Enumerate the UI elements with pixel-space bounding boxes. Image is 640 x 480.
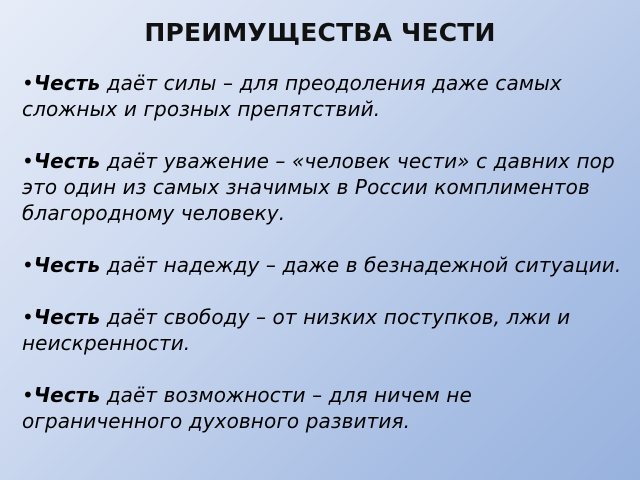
item-keyword: Честь bbox=[33, 305, 101, 329]
list-item bbox=[22, 382, 622, 434]
item-keyword: Честь bbox=[33, 71, 101, 95]
item-text: даёт уважение – «человек чести» с давних пор это один из самых значимых в России комплиментов благородному человеку. bbox=[22, 149, 615, 225]
bullet-icon: • bbox=[22, 149, 34, 173]
list-item bbox=[22, 148, 622, 226]
bullet-icon: • bbox=[22, 305, 34, 329]
list-item bbox=[22, 70, 622, 122]
item-keyword: Честь bbox=[33, 149, 101, 173]
bullet-icon: • bbox=[22, 71, 34, 95]
item-keyword: Честь bbox=[33, 253, 101, 277]
list-item bbox=[22, 304, 622, 356]
item-text: даёт надежду – даже в безнадежной ситуации. bbox=[100, 253, 622, 277]
bullet-icon: • bbox=[22, 383, 34, 407]
item-text: даёт возможности – для ничем не ограниченного духовного развития. bbox=[22, 383, 472, 433]
item-text: даёт силы – для преодоления даже самых сложных и грозных препятствий. bbox=[22, 71, 562, 121]
slide-title: ПРЕИМУЩЕСТВА ЧЕСТИ bbox=[144, 18, 496, 47]
bullet-list bbox=[22, 70, 622, 460]
item-keyword: Честь bbox=[33, 383, 101, 407]
list-item bbox=[22, 252, 622, 278]
item-text: даёт свободу – от низких поступков, лжи и неискренности. bbox=[22, 305, 571, 355]
bullet-icon: • bbox=[22, 253, 34, 277]
